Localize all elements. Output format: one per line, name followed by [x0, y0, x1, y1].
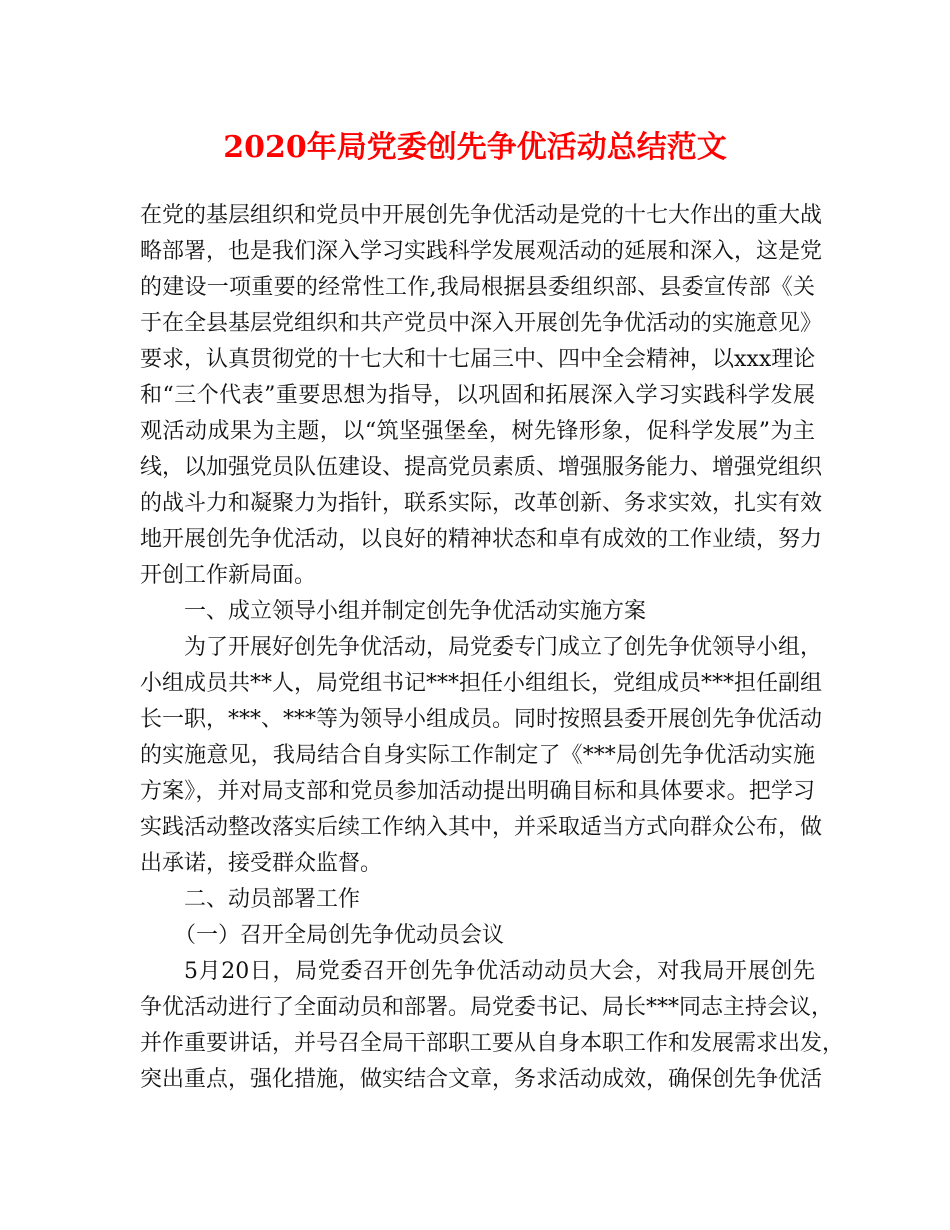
paragraph-line: 突出重点，强化措施，做实结合文章，务求活动成效，确保创先争优活 [140, 1067, 823, 1092]
paragraph-line: 小组成员共**人，局党组书记***担任小组组长，党组成员***担任副组 [140, 671, 823, 696]
paragraph-line: 开创工作新局面。 [140, 563, 317, 588]
paragraph-line: 线，以加强党员队伍建设、提高党员素质、增强服务能力、增强党组织 [140, 455, 823, 480]
paragraph-line: 实践活动整改落实后续工作纳入其中，并采取适当方式向群众公布，做 [140, 815, 823, 840]
paragraph-line: 出承诺，接受群众监督。 [140, 851, 383, 876]
section-heading: 一、成立领导小组并制定创先争优活动实施方案 [184, 599, 647, 624]
subsection-heading: （一）召开全局创先争优动员会议 [174, 923, 505, 948]
paragraph-line: 在党的基层组织和党员中开展创先争优活动是党的十七大作出的重大战 [140, 203, 823, 228]
section-heading: 二、动员部署工作 [184, 887, 361, 912]
paragraph-line: 并作重要讲话，并号召全局干部职工要从自身本职工作和发展需求出发， [140, 1031, 845, 1056]
paragraph-line: 略部署，也是我们深入学习实践科学发展观活动的延展和深入，这是党 [140, 239, 823, 264]
paragraph-line: 的建设一项重要的经常性工作,我局根据县委组织部、县委宣传部《关 [140, 275, 815, 300]
paragraph-line: 的战斗力和凝聚力为指针，联系实际，改革创新、务求实效，扎实有效 [140, 491, 823, 516]
document-body [140, 198, 845, 1098]
document-title: 2020年局党委创先争优活动总结范文 [223, 130, 727, 165]
paragraph-line: 和“三个代表”重要思想为指导，以巩固和拓展深入学习实践科学发展 [140, 383, 815, 408]
paragraph-line: 争优活动进行了全面动员和部署。局党委书记、局长***同志主持会议， [140, 995, 834, 1020]
paragraph-line: 地开展创先争优活动，以良好的精神状态和卓有成效的工作业绩，努力 [140, 527, 823, 552]
paragraph-line: 长一职，***、***等为领导小组成员。同时按照县委开展创先争优活动 [140, 707, 823, 732]
paragraph-line: 5月20日，局党委召开创先争优活动动员大会，对我局开展创先 [184, 959, 815, 984]
paragraph-line: 观活动成果为主题，以“筑坚强堡垒，树先锋形象，促科学发展”为主 [140, 419, 815, 444]
paragraph-line: 的实施意见，我局结合自身实际工作制定了《***局创先争优活动实施 [140, 743, 815, 768]
paragraph-line: 为了开展好创先争优活动，局党委专门成立了创先争优领导小组， [184, 635, 823, 660]
paragraph-line: 要求，认真贯彻党的十七大和十七届三中、四中全会精神，以xxx理论 [140, 347, 816, 372]
paragraph-line: 方案》，并对局支部和党员参加活动提出明确目标和具体要求。把学习 [140, 779, 815, 804]
paragraph-line: 于在全县基层党组织和共产党员中深入开展创先争优活动的实施意见》 [140, 311, 823, 336]
